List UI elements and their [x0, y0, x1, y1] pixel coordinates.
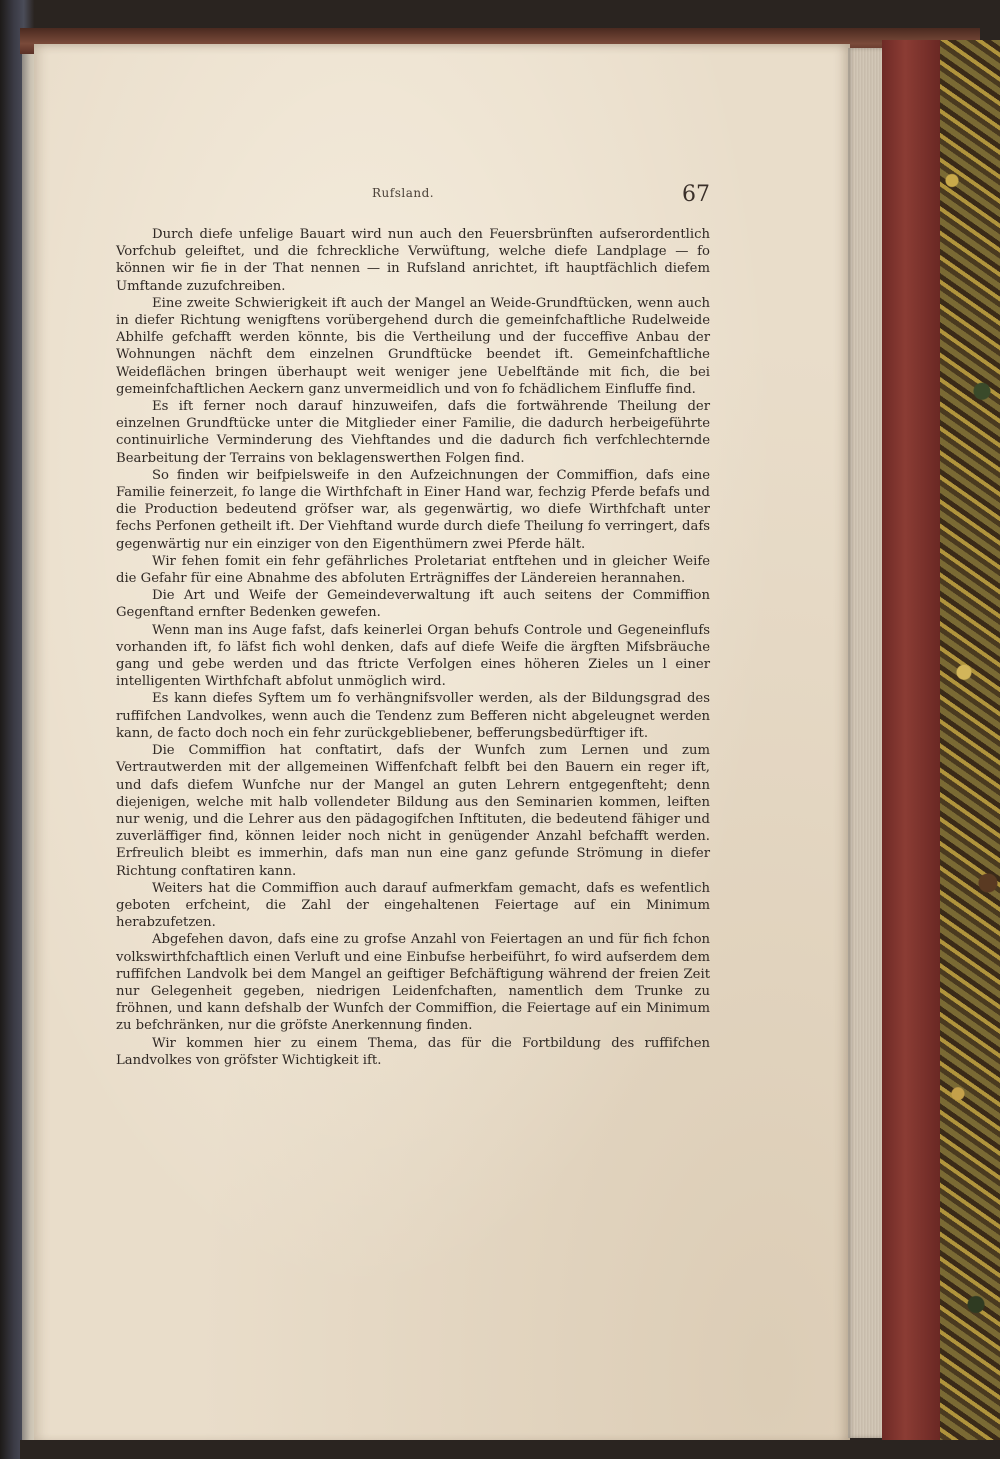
paragraph: Weiters hat die Commiffion auch darauf aufmerkfam gemacht, dafs es wefentlich geboten erfcheint, die Zahl der eingehaltenen Feiertage auf ein Minimum herabzufetzen. — [116, 880, 710, 931]
book-cover-bottom — [20, 1440, 1000, 1459]
book-cover-red-edge — [882, 40, 940, 1445]
running-title: Rufsland. — [372, 186, 435, 200]
paragraph: Wenn man ins Auge fafst, dafs keinerlei Organ behufs Controle und Gegeneinflufs vorhanden ift, fo läfst fich wohl denken, dafs auf diefe Weife die ärgften Mifsbräuche gang und gebe werden und das ftricte Verfolgen eines höheren Zieles un l einer intelligenten Wirthfchaft abfolut unmöglich wird. — [116, 622, 710, 690]
page-number: 67 — [682, 182, 710, 207]
paragraph: Die Art und Weife der Gemeindeverwaltung ift auch seitens der Commiffion Gegenftand ernfter Bedenken gewefen. — [116, 588, 710, 621]
paragraph: Die Commiffion hat conftatirt, dafs der Wunfch zum Lernen und zum Vertrautwerden mit der allgemeinen Wiffenfchaft felbft bei den Bauern ein reger ift, und dafs diefem Wunfche nur der Mangel an guten Lehrern entgegenfteht; denn diejenigen, welche mit halb vollendeter Bildung aus den Seminarien kommen, leiften nur wenig, und die Lehrer aus den pädagogifchen Inftituten, die bedeutend fähiger und zuverläffiger find, können leider noch nicht in genügender Anzahl befchafft werden. Erfreulich bleibt es immerhin, dafs man nun eine ganz gefunde Strömung in diefer Richtung conftatiren kann. — [116, 743, 710, 879]
paragraph: Es kann diefes Syftem um fo verhängnifsvoller werden, als der Bildungsgrad des ruffifchen Landvolkes, wenn auch die Tendenz zum Befferen nicht abgeleugnet werden kann, de facto doch noch ein fehr zurückgebliebener, befferungsbedürftiger ift. — [116, 691, 710, 741]
paragraph: Wir kommen hier zu einem Thema, das für die Fortbildung des ruffifchen Landvolkes von gröfster Wichtigkeit ift. — [116, 1035, 710, 1068]
body-text — [116, 226, 710, 1069]
paragraph: So finden wir beifpielsweife in den Aufzeichnungen der Commiffion, dafs eine Familie feinerzeit, fo lange die Wirthfchaft in Einer Hand war, fechzig Pferde befafs und die Production bedeutend gröfser war, als gegenwärtig, wo diefe Wirthfchaft unter fechs Perfonen getheilt ift. Der Viehftand wurde durch diefe Theilung fo verringert, dafs gegenwärtig nur ein einziger von den Eigenthümern zwei Pferde hält. — [116, 467, 710, 552]
paragraph: Wir fehen fomit ein fehr gefährliches Proletariat entftehen und in gleicher Weife die Gefahr für eine Abnahme des abfoluten Erträgniffes der Ländereien herannahen. — [116, 553, 710, 587]
paragraph: Durch diefe unfelige Bauart wird nun auch den Feuersbrünften aufserordentlich Vorfchub geleiftet, und die fchreckliche Verwüftung, welche diefe Landplage — fo können wir fie in der That nennen — in Rufsland anrichtet, ift hauptfächlich diefem Umftande zuzufchreiben. — [116, 227, 710, 294]
paragraph: Eine zweite Schwierigkeit ift auch der Mangel an Weide-Grundftücken, wenn auch in diefer Richtung wenigftens vorübergehend durch die gemeinfchaftliche Rudelweide Abhilfe gefchafft werden könnte, bis die Vertheilung und der fucceffive Anbau der Wohnungen nächft dem einzelnen Grundftücke beendet ift. Gemeinfchaftliche Weideflächen bringen überhaupt weit weniger jene Uebelftände mit fich, die bei gemeinfchaftlichen Aeckern ganz unvermeidlich und von fo fchädlichem Einfluffe find. — [116, 295, 710, 397]
paragraph: Abgefehen davon, dafs eine zu grofse Anzahl von Feiertagen an und für fich fchon volkswirthfchaftlich einen Verluft und eine Einbufse herbeiführt, fo wird aufserdem dem ruffifchen Landvolk bei dem Mangel an geiftiger Befchäftigung während der freien Zeit nur Gelegenheit gegeben, niedrigen Leidenfchaften, namentlich dem Trunke zu fröhnen, und kann defshalb der Wunfch der Commiffion, die Feiertage auf ein Minimum zu befchränken, nur die gröfste Anerkennung finden. — [116, 932, 710, 1034]
paragraph: Es ift ferner noch darauf hinzuweifen, dafs die fortwährende Theilung der einzelnen Grundftücke unter die Mitglieder einer Familie, die dadurch herbeigeführte continuirliche Verminderung des Viehftandes und die dadurch fich verfchlechternde Bearbeitung der Terrains von beklagenswerthen Folgen find. — [116, 399, 710, 466]
page-block-edges — [848, 48, 884, 1438]
marbled-cover — [940, 40, 1000, 1445]
